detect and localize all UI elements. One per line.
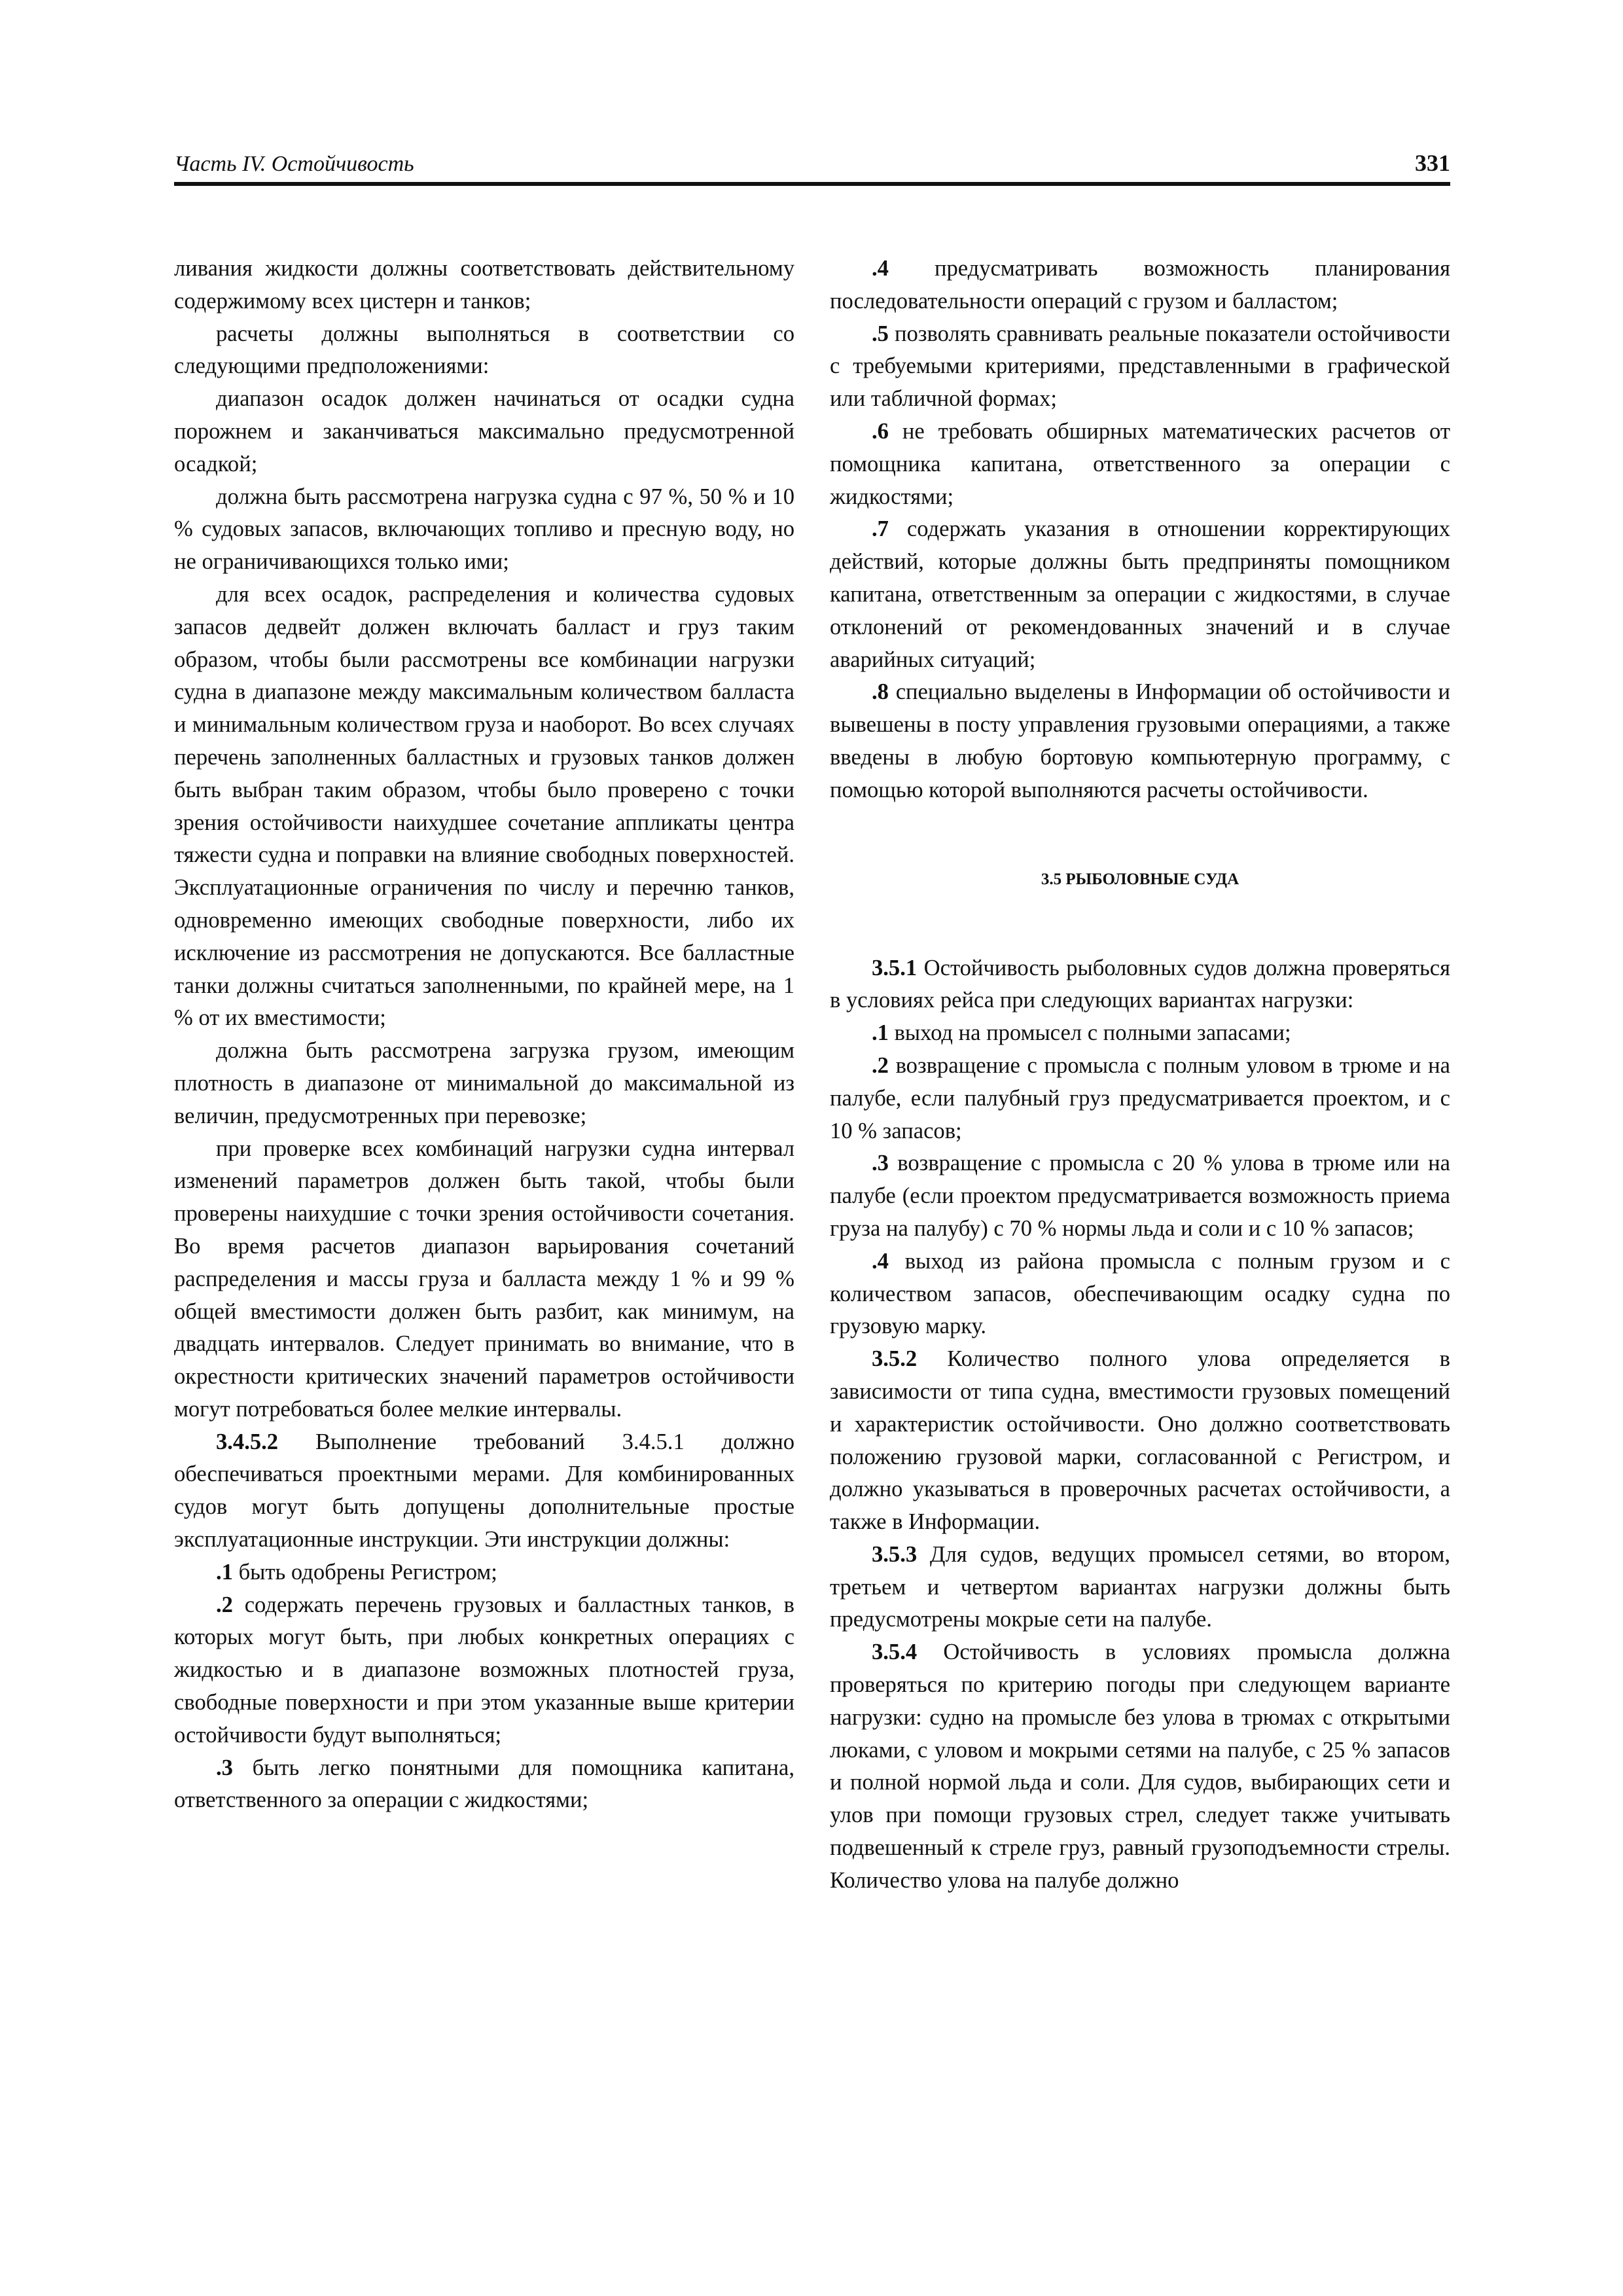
list-item: .2 содержать перечень грузовых и балластных танков, в которых могут быть, при любых конкретных операциях с жидкостью и в диапазоне возможных плотностей груза, свободные поверхности и при этом указанные выше критерии остойчивости будут выполняться; (174, 1592, 794, 1748)
list-item: .2 возвращение с промысла с полным уловом в трюме и на палубе, если палубный груз предусматривается проектом, и с 10 % запасов; (830, 1052, 1450, 1143)
clause-number: .5 (872, 321, 889, 346)
list-item: .7 содержать указания в отношении корректирующих действий, которые должны быть предприняты помощником капитана, ответственным за операции с жидкостями, в случае отклонений от рекомендованных значений и в случае аварийных ситуаций; (830, 516, 1450, 672)
paragraph: 3.5.3 Для судов, ведущих промысел сетями, во втором, третьем и четвертом вариантах нагрузки должны быть предусмотрены мокрые сети на палубе. (830, 1541, 1450, 1632)
right-column (830, 253, 1450, 1897)
clause-number: .4 (872, 256, 889, 281)
paragraph: 3.5.4 Остойчивость в условиях промысла должна проверяться по критерию погоды при следующем варианте нагрузки: судно на промысле без улова в трюмах с открытыми люками, с уловом и мокрыми сетями на палубе, с 25 % запасов и полной нормой льда и соли. Для судов, выбирающих сети и улов при помощи грузовых стрел, следует также учитывать подвешенный к стреле груз, равный грузоподъемности стрелы. Количество улова на палубе должно (830, 1640, 1450, 1893)
paragraph: должна быть рассмотрена нагрузка судна с 97 %, 50 % и 10 % судовых запасов, включающих топливо и пресную воду, но не ограничивающихся только ими; (174, 484, 794, 575)
list-item: .4 выход из района промысла с полным грузом и с количеством запасов, обеспечивающим осадку судна по грузовую марку. (830, 1248, 1450, 1339)
paragraph: 3.4.5.2 Выполнение требований 3.4.5.1 должно обеспечиваться проектными мерами. Для комбинированных судов могут быть допущены дополнительные простые эксплуатационные инструкции. Эти инструкции должны: (174, 1429, 794, 1552)
clause-number: .1 (216, 1559, 233, 1585)
clause-number: 3.5.4 (872, 1640, 918, 1665)
clause-number: 3.4.5.2 (216, 1429, 279, 1454)
clause-number: 3.5.3 (872, 1541, 918, 1567)
list-item: .8 специально выделены в Информации об остойчивости и вывешены в посту управления грузовыми операциями, а также введены в любую бортовую компьютерную программу, с помощью которой выполняются расчеты остойчивости. (830, 679, 1450, 802)
list-item: .6 не требовать обширных математических расчетов от помощника капитана, ответственного за операции с жидкостями; (830, 418, 1450, 509)
clause-number: .4 (872, 1248, 889, 1274)
paragraph: для всех осадок, распределения и количества судовых запасов дедвейт должен включать балласт и груз таким образом, чтобы были рассмотрены все комбинации нагрузки судна в диапазоне между максимальным количеством балласта и минимальным количеством груза и наоборот. Во всех случаях перечень заполненных балластных и грузовых танков должен быть выбран таким образом, чтобы было проверено с точки зрения остойчивости наихудшее сочетание аппликаты центра тяжести судна и поправки на влияние свободных поверхностей. Эксплуатационные ограничения по числу и перечню танков, одновременно имеющих свободные поверхности, либо их исключение из рассмотрения не допускаются. Все балластные танки должны считаться заполненными, по крайней мере, на 1 % от их вместимости; (174, 581, 794, 1031)
list-item: .3 возвращение с промысла с 20 % улова в трюме или на палубе (если проектом предусматривается возможность приема груза на палубу) с 70 % нормы льда и соли и с 10 % запасов; (830, 1151, 1450, 1241)
page-number: 331 (1415, 150, 1450, 176)
list-item: .4 предусматривать возможность планирования последовательности операций с грузом и балластом; (830, 256, 1450, 314)
section-title: 3.5 РЫБОЛОВНЫЕ СУДА (1041, 870, 1240, 888)
paragraph: 3.5.1 Остойчивость рыболовных судов должна проверяться в условиях рейса при следующих вариантах нагрузки: (830, 955, 1450, 1013)
list-item: .3 быть легко понятными для помощника капитана, ответственного за операции с жидкостями; (174, 1755, 794, 1813)
paragraph: должна быть рассмотрена загрузка грузом, имеющим плотность в диапазоне от минимальной до максимальной из величин, предусмотренных при перевозке; (174, 1038, 794, 1128)
page-header (174, 145, 1450, 186)
clause-number: .6 (872, 418, 889, 444)
clause-number: .8 (872, 679, 889, 705)
paragraph: диапазон осадок должен начинаться от осадки судна порожнем и заканчиваться максимально предусмотренной осадкой; (174, 386, 794, 476)
running-head: Часть IV. Остойчивость (174, 152, 414, 176)
clause-number: .2 (872, 1052, 889, 1078)
clause-number: .2 (216, 1592, 233, 1617)
clause-number: .1 (872, 1020, 889, 1046)
list-item: .1 выход на промысел с полными запасами; (872, 1020, 1291, 1046)
paragraph: при проверке всех комбинаций нагрузки судна интервал изменений параметров должен быть такой, чтобы были проверены наихудшие с точки зрения остойчивости сочетания. Во время расчетов диапазон варьирования сочетаний распределения и массы груза и балласта между 1 % и 99 % общей вместимости должен быть разбит, как минимум, на двадцать интервалов. Следует принимать во внимание, что в окрестности критических значений параметров остойчивости могут потребоваться более мелкие интервалы. (174, 1136, 794, 1422)
clause-number: 3.5.1 (872, 955, 918, 980)
paragraph: расчеты должны выполняться в соответствии со следующими предположениями: (174, 321, 794, 379)
clause-number: .7 (872, 516, 889, 542)
left-column (174, 253, 794, 1817)
list-item: .1 быть одобрены Регистром; (216, 1559, 497, 1585)
clause-number: 3.5.2 (872, 1346, 918, 1372)
paragraph: 3.5.2 Количество полного улова определяется в зависимости от типа судна, вместимости грузовых помещений и характеристик остойчивости. Оно должно соответствовать положению грузовой марки, согласованной с Регистром, и должно указываться в проверочных расчетах остойчивости, а также в Информации. (830, 1346, 1450, 1535)
clause-number: .3 (872, 1151, 889, 1176)
clause-number: .3 (216, 1755, 233, 1780)
list-item: .5 позволять сравнивать реальные показатели остойчивости с требуемыми критериями, представленными в графической или табличной формах; (830, 321, 1450, 412)
paragraph: ливания жидкости должны соответствовать действительному содержимому всех цистерн и танков; (174, 256, 794, 314)
